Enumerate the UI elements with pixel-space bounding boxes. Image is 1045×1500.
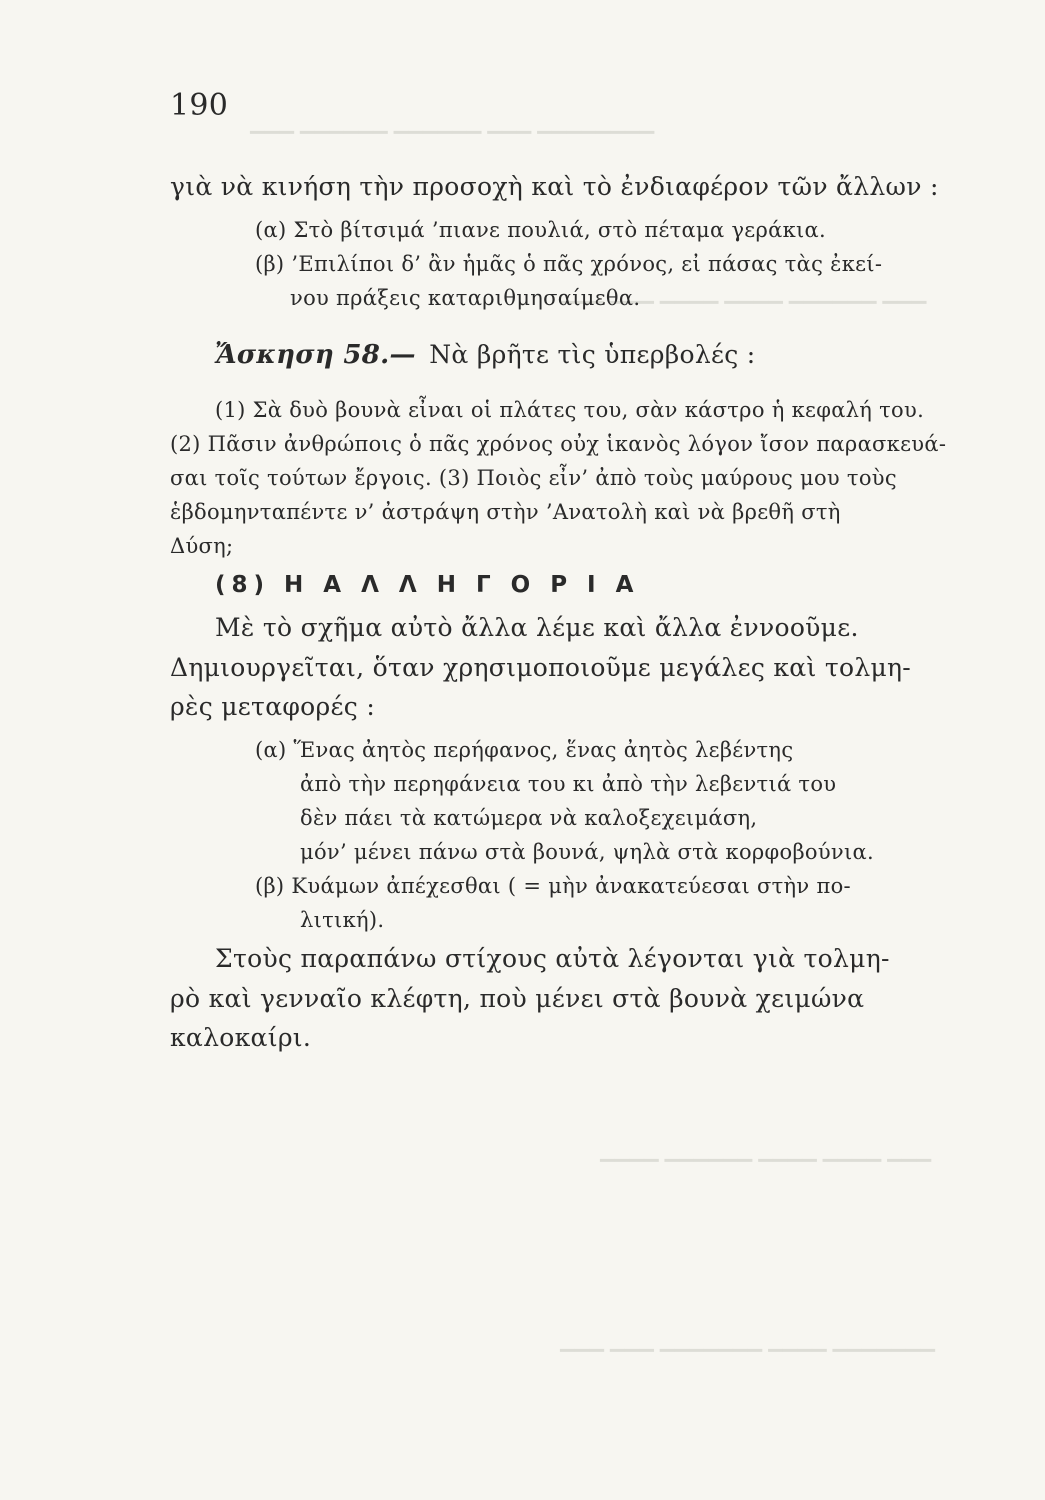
example-beta-cont: νου πράξεις καταριθμησαίμεθα. xyxy=(290,286,641,310)
show-through: ▁▁▁ ▁▁▁▁▁▁ ▁▁▁▁▁▁ ▁▁▁ ▁▁▁▁▁▁▁▁ xyxy=(250,112,655,134)
intro-line: γιὰ νὰ κινήση τὴν προσοχὴ καὶ τὸ ἐνδιαφέρον τῶν ἄλλων : xyxy=(170,172,939,201)
exercise-label: Ἄσκηση 58.— xyxy=(215,340,416,370)
exercise-line: Δύση; xyxy=(170,534,234,558)
show-through: ▁▁▁ ▁▁▁ ▁▁▁▁▁▁▁ ▁▁▁▁ ▁▁▁▁▁▁▁ xyxy=(560,1330,935,1352)
section-heading: (8) Η Α Λ Λ Η Γ Ο Ρ Ι Α xyxy=(215,572,640,598)
example-beta-2: (β) Κυάμων ἀπέχεσθαι ( = μὴν ἀνακατεύεσαι στὴν πο- xyxy=(255,874,851,898)
definition-line: Δημιουργεῖται, ὅταν χρησιμοποιοῦμε μεγάλες καὶ τολμη- xyxy=(170,653,912,682)
example-beta: (β) ’Επιλίποι δ’ ἂν ἡμᾶς ὁ πᾶς χρόνος, εἰ πάσας τὰς ἐκεί- xyxy=(255,252,883,276)
closing-line: ρὸ καὶ γενναῖο κλέφτη, ποὺ μένει στὰ βουνὰ χειμώνα xyxy=(170,984,865,1013)
exercise-line: ἑβδομηνταπέντε ν’ ἀστράψη στὴν ’Ανατολὴ καὶ νὰ βρεθῆ στὴ xyxy=(170,500,841,524)
exercise-line: (1) Σὰ δυὸ βουνὰ εἶναι οἱ πλάτες του, σὰν κάστρο ἡ κεφαλή του. xyxy=(215,398,925,422)
example-alpha: (α) Στὸ βίτσιμά ’πιανε πουλιά, στὸ πέταμα γεράκια. xyxy=(255,218,827,242)
definition-line: ρὲς μεταφορές : xyxy=(170,692,376,721)
exercise-heading xyxy=(215,340,756,370)
show-through: ▁▁▁ ▁▁▁ ▁▁▁▁ ▁▁▁▁ ▁▁▁▁▁▁ ▁▁▁ xyxy=(560,282,927,304)
poem-line: δὲν πάει τὰ κατώμερα νὰ καλοξεχειμάση, xyxy=(300,806,758,830)
definition-line: Μὲ τὸ σχῆμα αὐτὸ ἄλλα λέμε καὶ ἄλλα ἐννοοῦμε. xyxy=(215,613,859,642)
exercise-line: (2) Πᾶσιν ἀνθρώποις ὁ πᾶς χρόνος οὐχ ἱκανὸς λόγον ἴσον παρασκευά- xyxy=(170,432,947,456)
poem-line: (α) Ἕνας ἀητὸς περήφανος, ἕνας ἀητὸς λεβέντης xyxy=(255,738,794,762)
exercise-instruction: Νὰ βρῆτε τὶς ὑπερβολές : xyxy=(429,340,756,369)
show-through: ▁▁▁▁ ▁▁▁▁▁▁ ▁▁▁▁ ▁▁▁▁ ▁▁▁ xyxy=(600,1140,932,1162)
poem-line: μόν’ μένει πάνω στὰ βουνά, ψηλὰ στὰ κορφοβούνια. xyxy=(300,840,874,864)
closing-line: καλοκαίρι. xyxy=(170,1023,312,1052)
example-beta-2-cont: λιτική). xyxy=(300,908,385,932)
closing-line: Στοὺς παραπάνω στίχους αὐτὰ λέγονται γιὰ τολμη- xyxy=(215,944,890,973)
poem-line: ἀπὸ τὴν περηφάνεια του κι ἀπὸ τὴν λεβεντιά του xyxy=(300,772,837,796)
exercise-line: σαι τοῖς τούτων ἔργοις. (3) Ποιὸς εἶν’ ἀπὸ τοὺς μαύρους μου τοὺς xyxy=(170,466,897,490)
page-number: 190 xyxy=(170,88,229,123)
